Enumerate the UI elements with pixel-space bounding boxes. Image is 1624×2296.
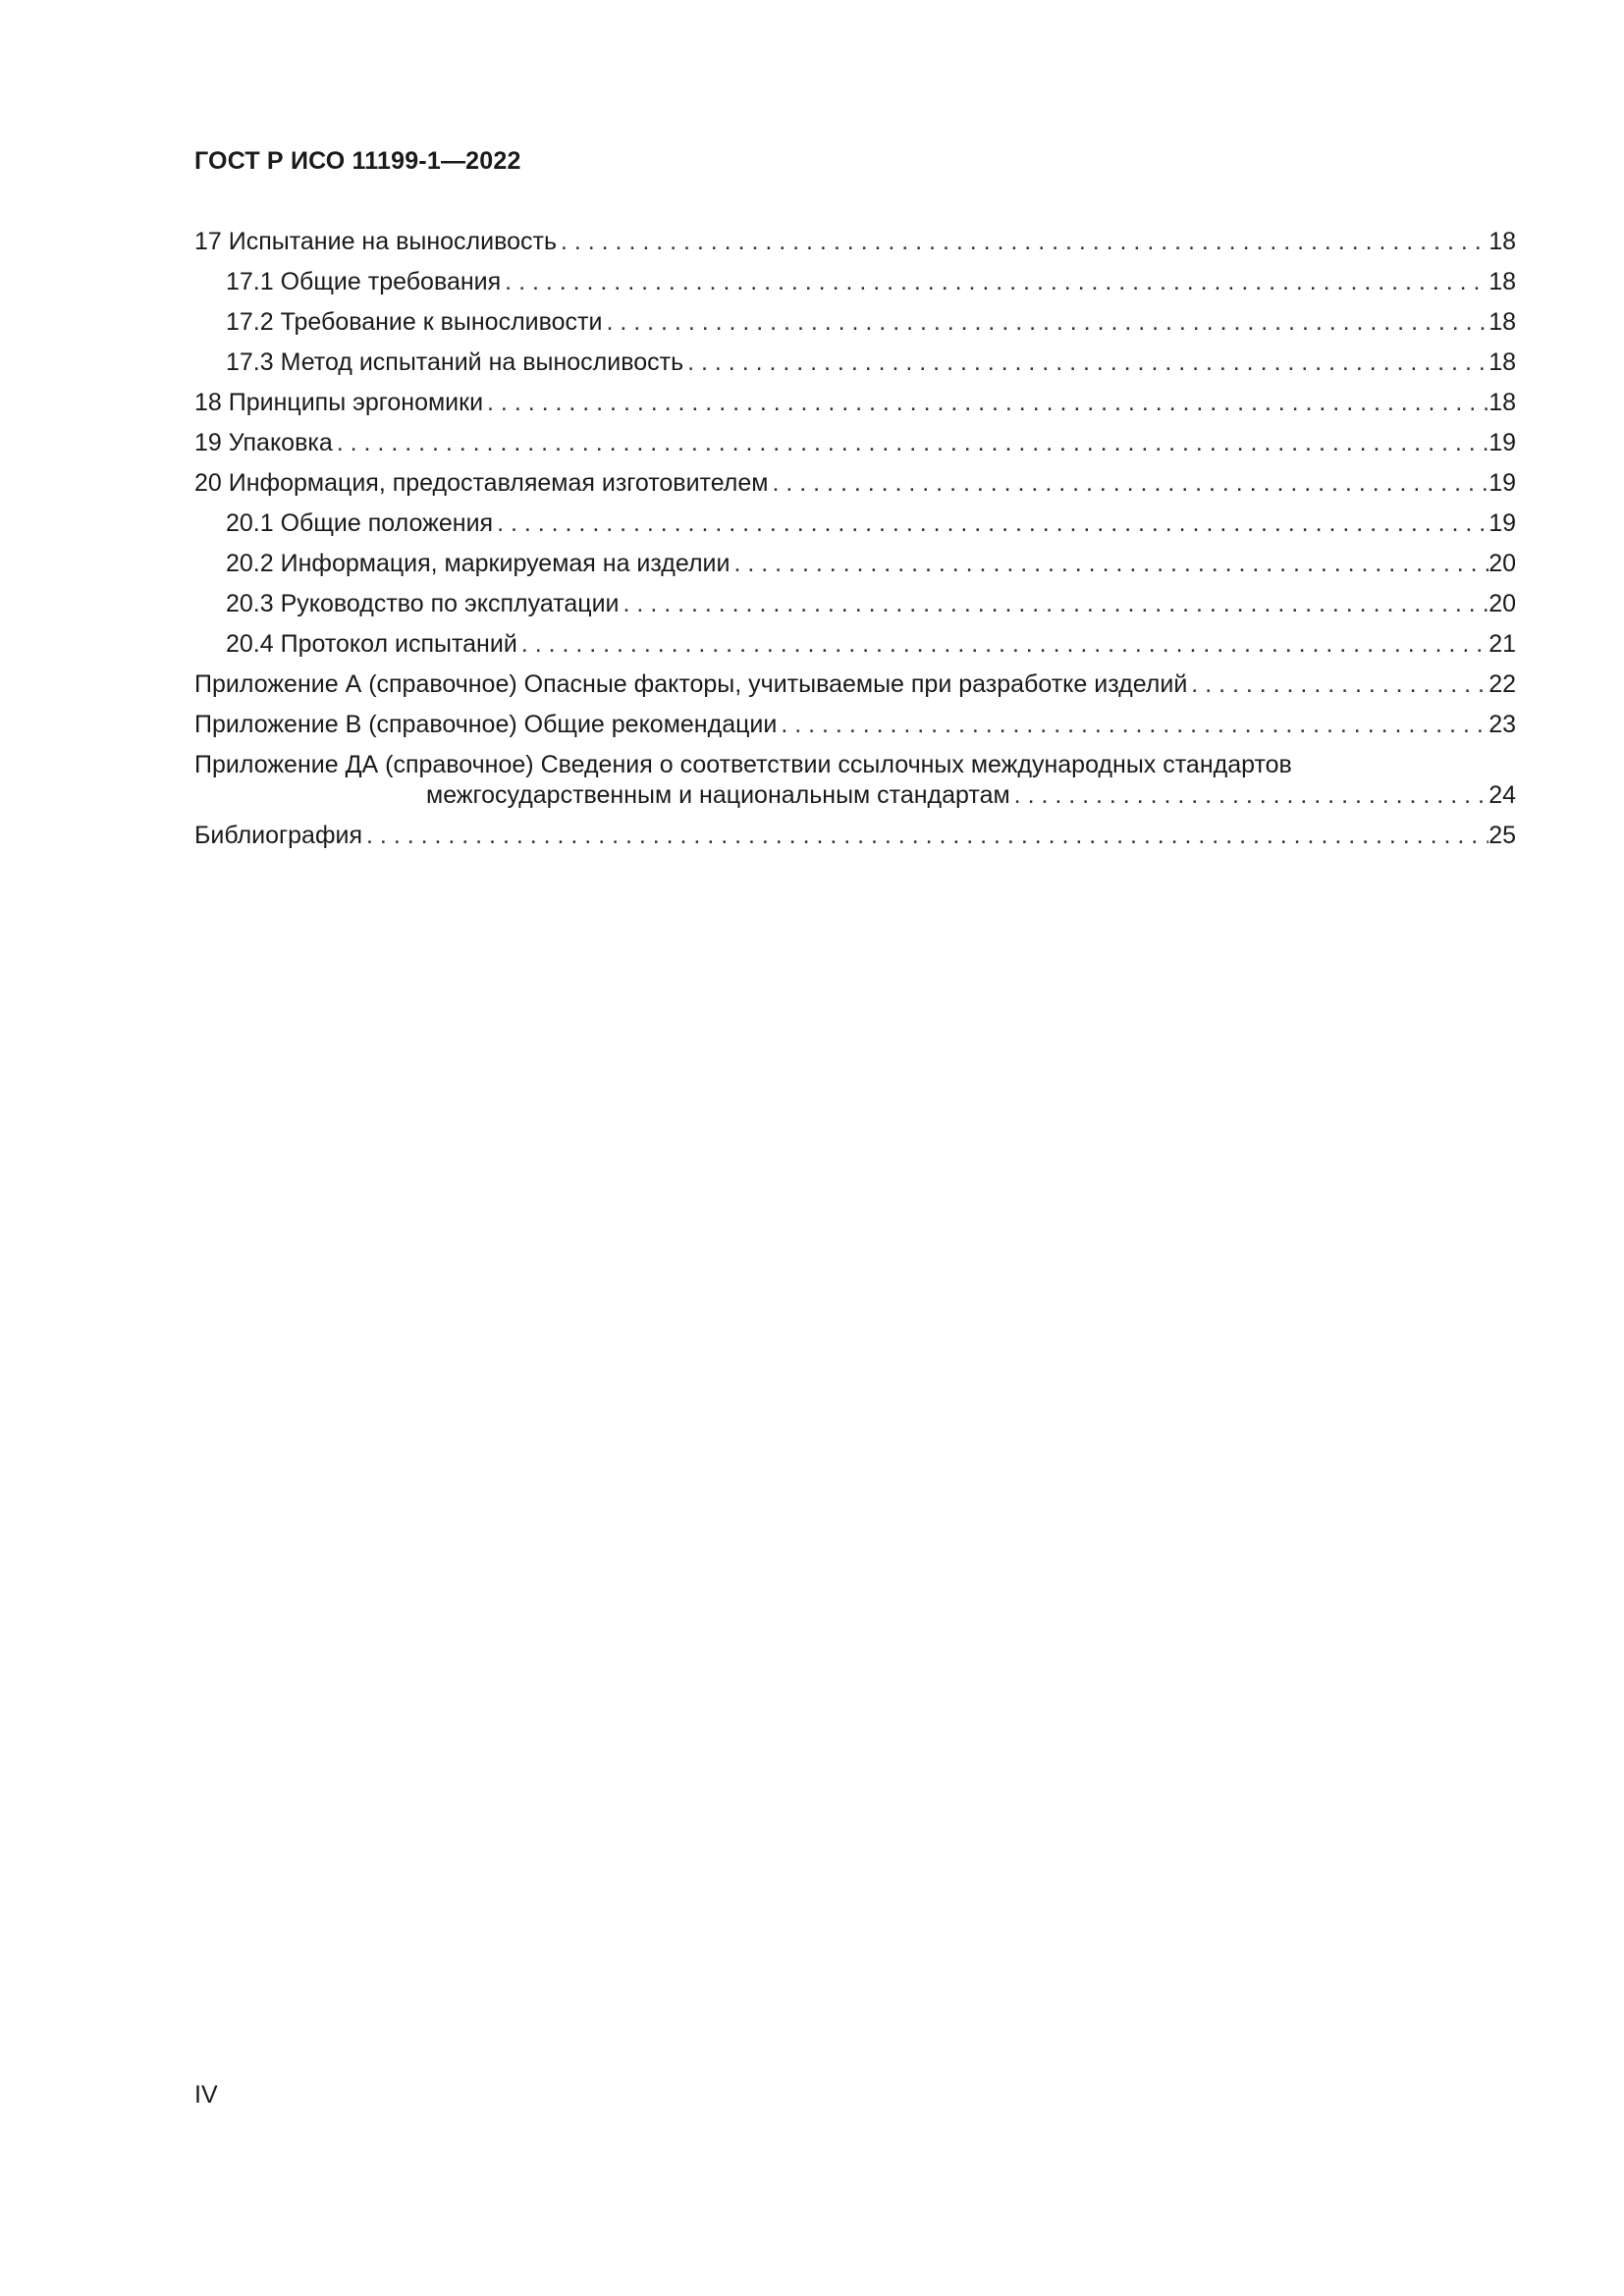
toc-entry-title: 20.2 Информация, маркируемая на изделии <box>226 550 731 577</box>
toc-entry-title: 20.4 Протокол испытаний <box>226 630 517 658</box>
toc-leader-dots <box>1010 775 1489 816</box>
toc-entry-title: 17.3 Метод испытаний на выносливость <box>226 348 684 376</box>
toc-entry[interactable] <box>194 584 1516 624</box>
toc-entry-title: 20 Информация, предоставляемая изготовителем <box>194 469 769 497</box>
toc-entry-title: 20.3 Руководство по эксплуатации <box>226 590 620 617</box>
toc-entry-page: 18 <box>1489 308 1516 336</box>
toc-entry[interactable] <box>194 383 1516 423</box>
page-number: IV <box>194 2081 218 2109</box>
toc-leader-dots <box>731 544 1489 584</box>
toc-entry-page: 25 <box>1489 822 1516 849</box>
toc-entry[interactable] <box>194 816 1516 856</box>
toc-entry-page: 18 <box>1489 389 1516 416</box>
toc-entry[interactable] <box>194 423 1516 463</box>
toc-leader-dots <box>483 383 1489 423</box>
toc-leader-dots <box>1187 665 1489 705</box>
toc-leader-dots <box>333 423 1489 463</box>
table-of-contents <box>194 222 1516 856</box>
toc-entry-page: 18 <box>1489 228 1516 255</box>
toc-leader-dots <box>768 463 1489 504</box>
toc-leader-dots <box>620 584 1489 624</box>
toc-entry-title: Библиография <box>194 822 363 849</box>
toc-entry-page: 24 <box>1489 781 1516 809</box>
toc-leader-dots <box>493 504 1489 544</box>
toc-entry-page: 23 <box>1489 711 1516 738</box>
toc-leader-dots <box>517 624 1489 665</box>
toc-entry-page: 22 <box>1489 670 1516 698</box>
toc-entry[interactable] <box>194 504 1516 544</box>
toc-entry-page: 19 <box>1489 429 1516 456</box>
toc-entry-title: 19 Упаковка <box>194 429 333 456</box>
toc-leader-dots <box>501 262 1489 302</box>
toc-entry[interactable] <box>194 262 1516 302</box>
toc-leader-dots <box>557 222 1489 262</box>
toc-entry-page: 19 <box>1489 469 1516 497</box>
toc-entry[interactable] <box>194 705 1516 745</box>
toc-entry-title: Приложение А (справочное) Опасные факторы, учитываемые при разработке изделий <box>194 670 1188 698</box>
toc-entry[interactable] <box>194 463 1516 504</box>
document-header: ГОСТ Р ИСО 11199-1—2022 <box>194 147 521 175</box>
toc-entry[interactable] <box>194 665 1516 705</box>
toc-leader-dots <box>777 705 1489 745</box>
toc-entry-title: Приложение В (справочное) Общие рекомендации <box>194 711 778 738</box>
toc-entry[interactable] <box>194 343 1516 383</box>
toc-entry-title: 20.1 Общие положения <box>226 509 494 537</box>
toc-entry-title: 17.1 Общие требования <box>226 268 502 295</box>
toc-entry-page: 21 <box>1489 630 1516 658</box>
toc-entry[interactable] <box>194 222 1516 262</box>
toc-entry-title-continued: межгосударственным и национальным стандартам <box>426 781 1010 809</box>
toc-entry-page: 20 <box>1489 550 1516 577</box>
toc-entry[interactable] <box>194 544 1516 584</box>
toc-entry-title: 17.2 Требование к выносливости <box>226 308 603 336</box>
toc-entry-title: Приложение ДА (справочное) Сведения о соответствии ссылочных международных стандартов <box>194 751 1292 778</box>
toc-entry-page: 18 <box>1489 348 1516 376</box>
toc-entry[interactable] <box>194 302 1516 343</box>
toc-leader-dots <box>602 302 1489 343</box>
toc-entry-title: 18 Принципы эргономики <box>194 389 484 416</box>
toc-entry[interactable] <box>194 624 1516 665</box>
toc-entry-title: 17 Испытание на выносливость <box>194 228 557 255</box>
toc-entry-page: 18 <box>1489 268 1516 295</box>
toc-leader-dots <box>362 816 1489 856</box>
toc-entry-page: 20 <box>1489 590 1516 617</box>
toc-entry-page: 19 <box>1489 509 1516 537</box>
toc-leader-dots <box>683 343 1489 383</box>
toc-entry[interactable] <box>194 745 1516 816</box>
